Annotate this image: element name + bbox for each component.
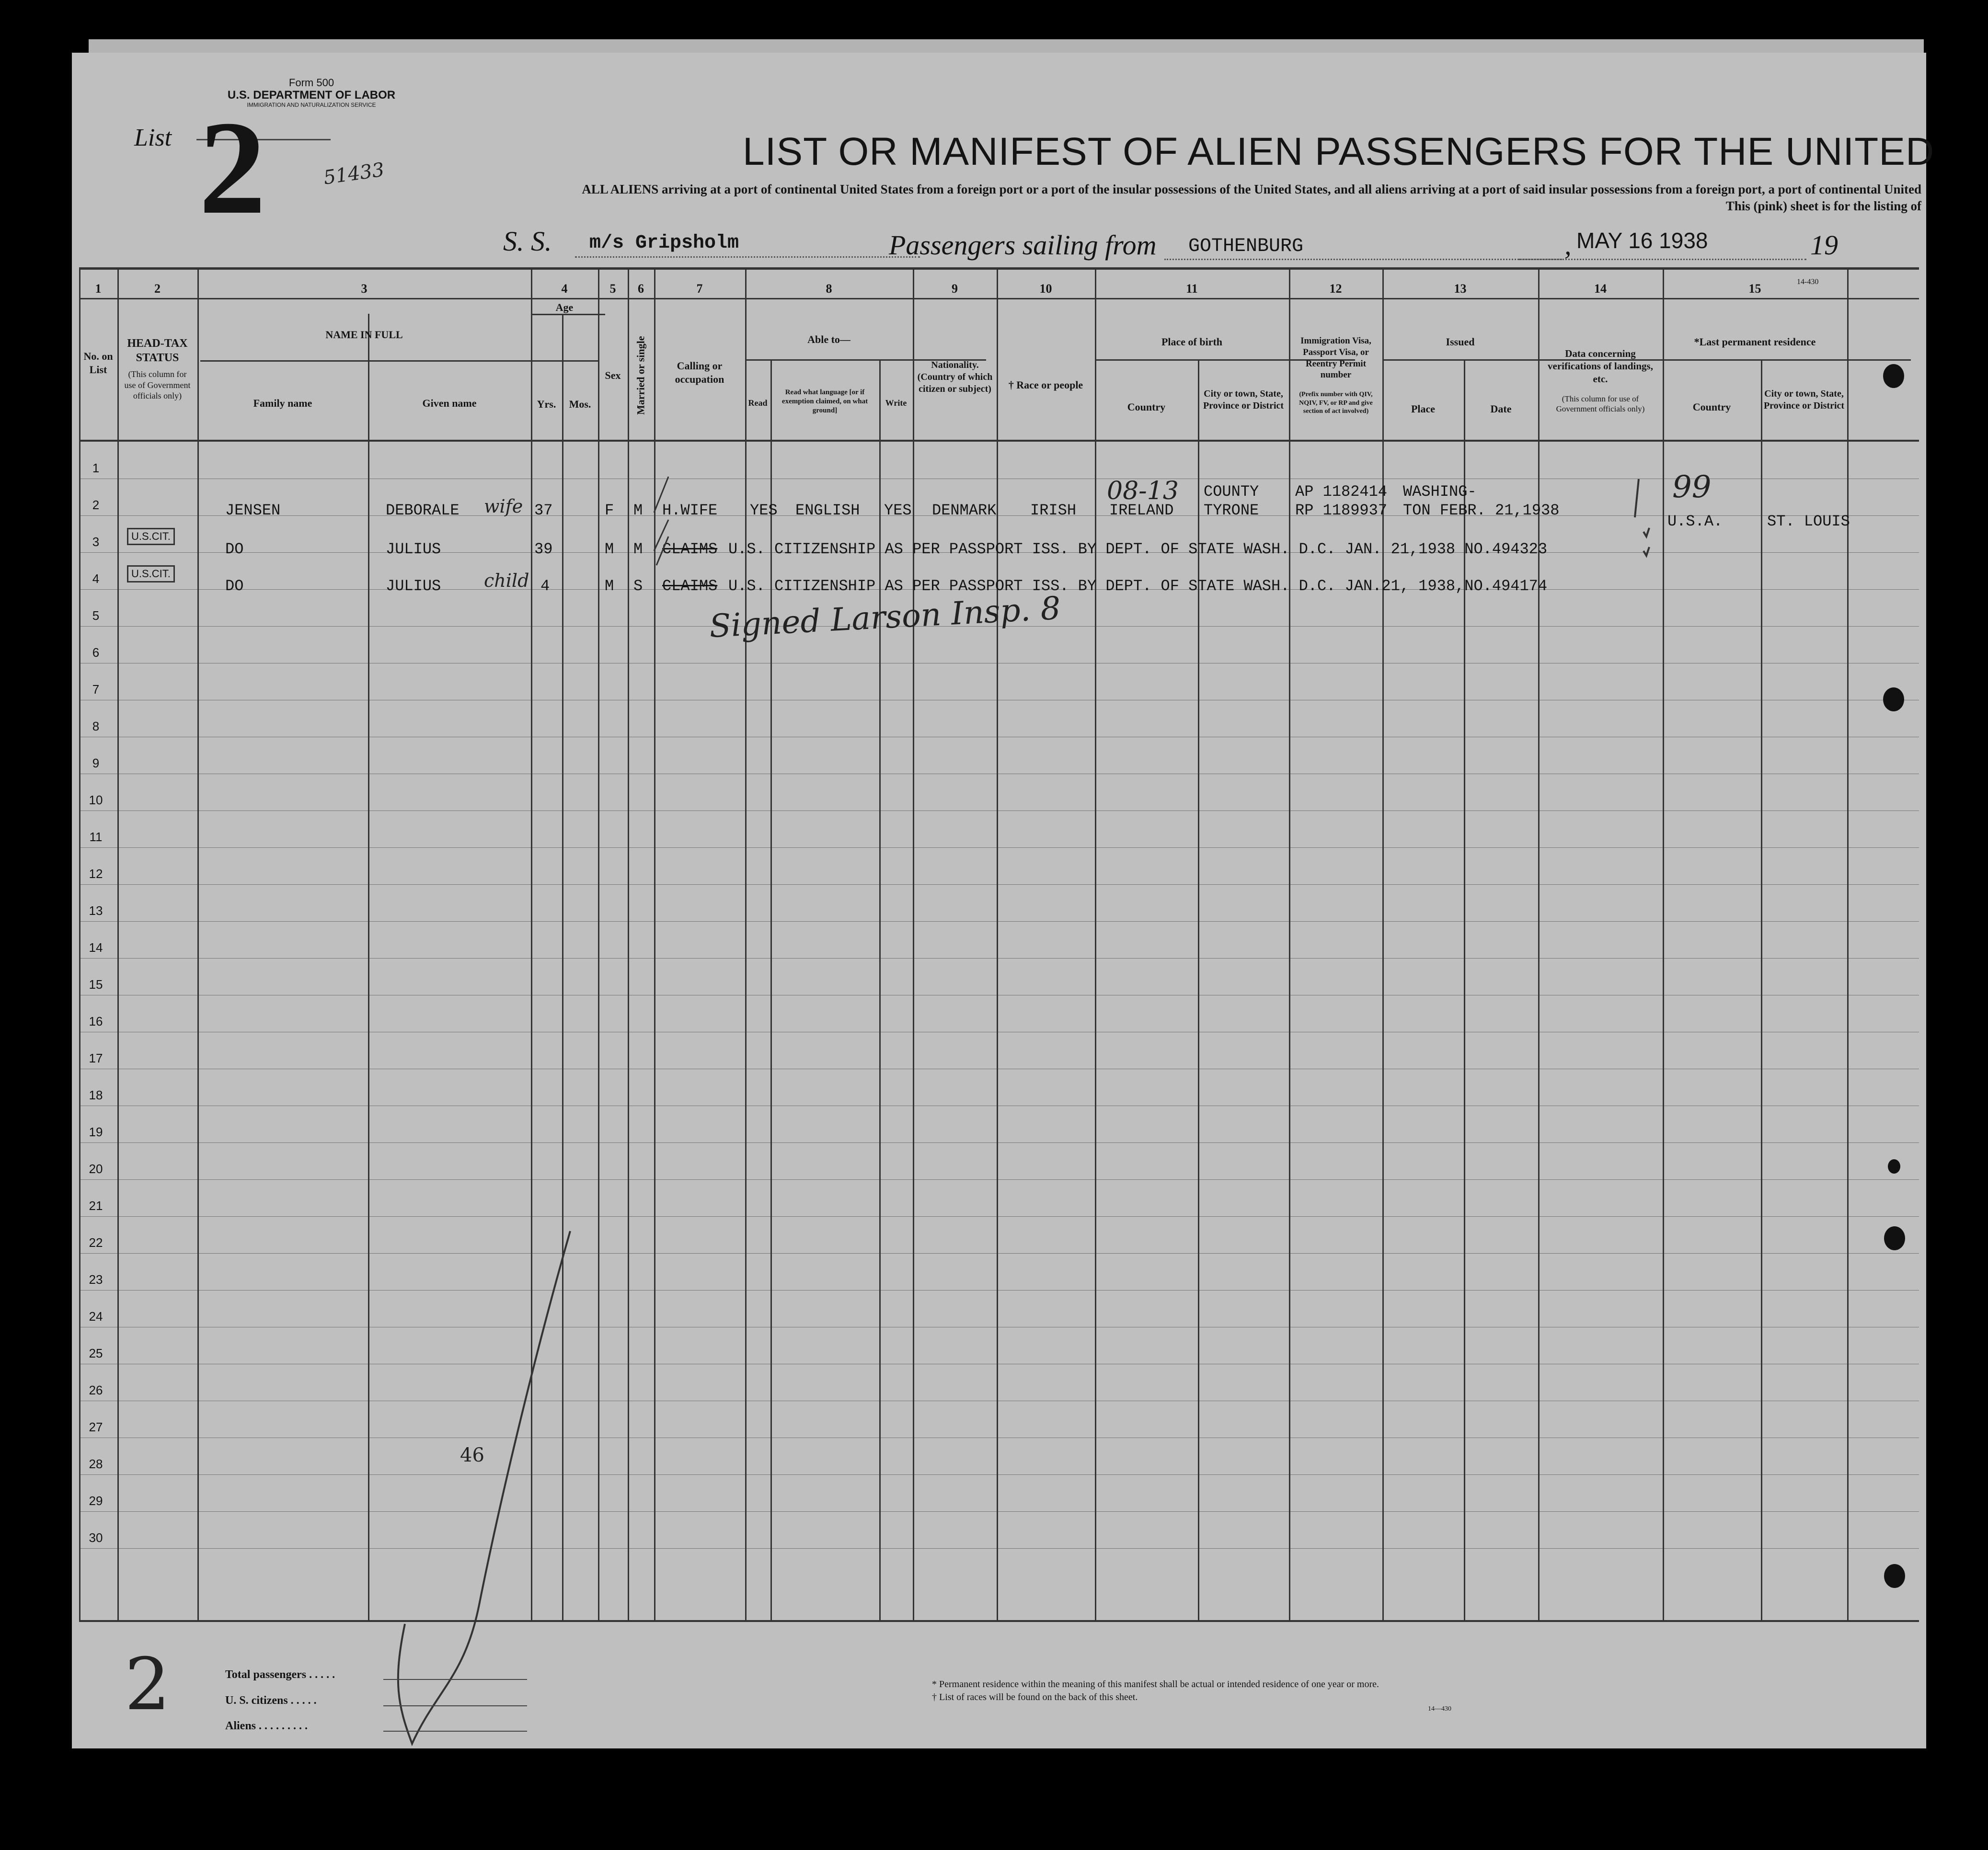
- row-number: 25: [89, 1346, 103, 1360]
- col-line: [598, 267, 599, 1622]
- row-number: 27: [89, 1420, 103, 1434]
- verification-marks: [1624, 474, 1663, 560]
- col-number: 3: [361, 282, 368, 296]
- margin-number: 46: [460, 1444, 484, 1466]
- entry1-married: M: [633, 502, 643, 519]
- row-number: 4: [92, 571, 100, 586]
- married-single-header: Married or single: [634, 336, 647, 415]
- binder-hole: [1883, 364, 1904, 388]
- sex-header: Sex: [605, 369, 621, 381]
- inspector-signature: Signed Larson Insp. 8: [708, 589, 1062, 645]
- col-line: [1289, 267, 1290, 1622]
- landings-header: Data concerning verifications of landings, etc.: [1548, 348, 1653, 385]
- birth-country-header: Country: [1127, 401, 1166, 413]
- entry2-given: JULIUS: [386, 540, 441, 558]
- entry1-issued-2: TON FEBR. 21,1938: [1403, 502, 1560, 519]
- sailing-label: Passengers sailing from: [889, 229, 1157, 261]
- entry1-read: YES: [750, 502, 778, 519]
- manifest-sheet: Form 500 U.S. DEPARTMENT OF LABOR IMMIGRATION AND NATURALIZATION SERVICE List 2 51433 LIST OR MANIFEST OF ALIEN PASSENGERS FOR THE UNITED ALL ALIENS arriving at a port of continental United States from a foreign port or a port of the insular possessions of the United States, and all aliens arriving at a port of said insular possessions from a foreign port, a port of continental United This (pink) sheet is for the listing of S. S. m/s Gripsholm Passengers sailing from GOTHENBURG , MAY 16 1938 19 14-430 1 2 3 4 5 6 7 8 9 10 11 12 13 14 15 No. on List HEAD-TAX STATUS (This column for use of Government officials only) NAME IN FULL Family name Given name Age Yrs. Mos. Sex Married or single Calling or occupation Able to— Read Read what language [or if exemption claimed, on what ground] Write Nationality. (Country of which citizen or subject) † Race or people Place of birth Country City or town, State, Province or District Immigration Visa, Passport Visa, or Reentry Permit number (Prefix number with QIV, NQIV, FV, or RP and give section of act involved) Issued Place Date Data concerning verifications of landings, etc. (This column for use of Government officials only) *Last permanent residence Country City or town, State, Province or District 1 2 3 4 5 6 7 8 9 10 11 12 13 14 15 16 17 18 19 20 21 22 23 24 25 26 27 28 29 30 JENSEN DEBORALE wife 37 F M H.WIFE YES ENGLISH YES DENMARK IRISH 08-13 IRELAND COUNTY TYRONE AP 1182414 RP 1189937 WASHING- TON FEBR. 21,1938 99 U.S.A. ST. LOUIS U.S.CIT. DO JULIUS 39 M M CLAIMS U.S. CITIZENSHIP AS PER PASSPORT ISS. BY DEPT. OF STATE WASH. D.C. JAN. 21,1938 NO.494323 U.S.CIT. DO JULIUS child 4 M S CLAIMS U.S. CITIZENSHIP AS PER PASSPORT ISS. BY DEPT. OF STATE WASH. D.C. JAN.21, 1938,NO.494174 Signed Larson Insp. 8 46 2 Total passengers . . . . . U. S. citizens . . . . . Aliens . . . . . . . . . * Permanent residence within the meaning of this manifest shall be actual or intended residence of one year or more. † List of races will be found on the back of this sheet. 14—430: [72, 53, 1926, 1748]
- row-number: 3: [92, 535, 100, 549]
- place-of-birth-header: Place of birth: [1161, 336, 1223, 348]
- row-number: 10: [89, 793, 103, 807]
- entry1-birth-country: IRELAND: [1109, 502, 1174, 519]
- row-number: 28: [89, 1457, 103, 1471]
- entry2-claims: CLAIMS: [662, 540, 718, 558]
- col-number: 9: [952, 282, 958, 296]
- row-number: 16: [89, 1014, 103, 1028]
- row-number: 7: [92, 682, 100, 697]
- ss-label: S. S.: [503, 226, 552, 257]
- entry2-citizen-stamp: U.S.CIT.: [127, 528, 175, 545]
- issued-date-header: Date: [1490, 403, 1512, 415]
- entry3-family: DO: [225, 577, 244, 595]
- entry2-sex: M: [605, 540, 614, 558]
- entry1-write: YES: [884, 502, 912, 519]
- col-number: 2: [154, 282, 161, 296]
- col-line: [628, 267, 629, 1622]
- col-line: [1538, 267, 1540, 1622]
- entry1-res-city: ST. LOUIS: [1767, 513, 1850, 530]
- col-number: 4: [561, 282, 568, 296]
- row-number: 30: [89, 1530, 103, 1545]
- col-line: [1382, 267, 1384, 1622]
- immigration-visa-note: (Prefix number with QIV, NQIV, FV, or RP and give section of act involved): [1299, 391, 1373, 415]
- name-in-full-header: NAME IN FULL: [325, 329, 403, 341]
- intro-text: ALL ALIENS arriving at a port of continental United States from a foreign port or a port of the insular possessions of the United States, and all aliens arriving at a port of said insular possessions from a foreign port, a port of continental United This (pink) sheet is for the listing of: [582, 182, 1921, 214]
- row-number: 24: [89, 1309, 103, 1324]
- row-number: 6: [92, 645, 100, 660]
- col-number: 12: [1329, 282, 1342, 296]
- entry3-citizen-stamp: U.S.CIT.: [127, 565, 175, 582]
- age-header: Age: [555, 301, 574, 313]
- immigration-visa-header: Immigration Visa, Passport Visa, or Reentry Permit number: [1300, 336, 1371, 380]
- entry1-age: 37: [534, 502, 553, 519]
- col-line: [913, 267, 914, 1622]
- col-number: 7: [696, 282, 703, 296]
- ship-name: m/s Gripsholm: [589, 232, 739, 254]
- header-bottom-border: [79, 440, 1919, 442]
- port-line: [1164, 259, 1562, 260]
- row-rule: [79, 1179, 1919, 1180]
- birth-city-header: City or town, State, Province or District: [1203, 388, 1284, 411]
- col-line: [997, 267, 998, 1622]
- mos-header: Mos.: [569, 398, 591, 410]
- sailing-date: MAY 16 1938: [1576, 228, 1708, 253]
- entry2-age: 39: [534, 540, 553, 558]
- col-number: 15: [1748, 282, 1761, 296]
- row-number: 18: [89, 1088, 103, 1102]
- entry2-married: M: [633, 540, 643, 558]
- list-handwriting: 51433: [322, 159, 386, 189]
- entry2-family: DO: [225, 540, 244, 558]
- entry3-given-note: child: [484, 570, 529, 591]
- read-language-header: Read what language [or if exemption claimed, on what ground]: [781, 388, 868, 414]
- race-header: † Race or people: [1008, 379, 1083, 391]
- row-rule: [79, 921, 1919, 922]
- calling-header: Calling or occupation: [675, 360, 724, 385]
- family-name-header: Family name: [253, 397, 312, 409]
- entry1-visa-2: RP 1189937: [1295, 502, 1388, 519]
- department: U.S. DEPARTMENT OF LABOR: [227, 89, 396, 102]
- col-line: [1761, 359, 1762, 1622]
- form-code: 14-430: [1797, 278, 1819, 286]
- entry3-citizenship: U.S. CITIZENSHIP AS PER PASSPORT ISS. BY DEPT. OF STATE WASH. D.C. JAN.21, 1938,NO.494174: [728, 577, 1548, 595]
- row-number: 9: [92, 756, 100, 770]
- able-to-header: Able to—: [807, 333, 850, 345]
- col-line: [745, 267, 747, 1622]
- row-number: 12: [89, 867, 103, 881]
- form-number: Form 500: [288, 77, 334, 89]
- nationality-header: Nationality. (Country of which citizen or subject): [917, 360, 993, 394]
- port-name: GOTHENBURG: [1188, 236, 1304, 257]
- entry1-birth-city-1: COUNTY: [1204, 483, 1259, 501]
- col-number: 13: [1454, 282, 1467, 296]
- entry1-nationality: DENMARK: [932, 502, 997, 519]
- col-line: [654, 267, 655, 1622]
- write-header: Write: [885, 398, 907, 408]
- row-rule: [79, 1216, 1919, 1217]
- row-rule: [79, 958, 1919, 959]
- date-line: [1519, 259, 1806, 260]
- row-number: 20: [89, 1162, 103, 1176]
- col-line: [1847, 267, 1849, 1622]
- total-passengers-label: Total passengers . . . . .: [225, 1668, 335, 1681]
- landings-note: (This column for use of Government officials only): [1556, 394, 1645, 414]
- row-rule: [79, 1142, 1919, 1143]
- entry1-family: JENSEN: [225, 502, 281, 519]
- handwritten-total: 2: [125, 1643, 171, 1726]
- entry1-given-note: wife: [484, 496, 523, 517]
- row-number: 29: [89, 1494, 103, 1508]
- binder-hole: [1888, 1159, 1900, 1174]
- name-subheader-line: [200, 360, 598, 362]
- list-number: 2: [199, 93, 266, 242]
- col-line: [1663, 267, 1664, 1622]
- read-header: Read: [748, 398, 768, 408]
- row-number: 13: [89, 903, 103, 918]
- footnote-races: † List of races will be found on the back of this sheet.: [932, 1692, 1138, 1702]
- list-label: List: [134, 124, 172, 151]
- tick-marks: [644, 474, 673, 570]
- col-number: 10: [1039, 282, 1052, 296]
- aliens-line: [383, 1731, 527, 1732]
- pencil-stroke: [340, 1222, 589, 1763]
- row-number: 15: [89, 977, 103, 992]
- binder-hole: [1884, 1564, 1905, 1588]
- aliens-label: Aliens . . . . . . . . .: [225, 1720, 308, 1732]
- issued-header: Issued: [1446, 336, 1475, 348]
- entry1-res-note: 99: [1672, 469, 1712, 505]
- entry1-visa-1: AP 1182414: [1295, 483, 1388, 501]
- row-rule: [79, 884, 1919, 885]
- table-top-border: [79, 267, 1919, 270]
- binder-hole: [1884, 1226, 1905, 1250]
- col-number: 8: [826, 282, 832, 296]
- entry3-age: 4: [540, 577, 550, 595]
- entry3-sex: M: [605, 577, 614, 595]
- row-number: 14: [89, 940, 103, 955]
- row-number: 8: [92, 719, 100, 733]
- row-number: 2: [92, 498, 100, 512]
- given-name-header: Given name: [422, 397, 477, 409]
- citizens-line: [383, 1705, 527, 1706]
- ship-name-line: [575, 256, 920, 258]
- col-number: 11: [1186, 282, 1198, 296]
- head-tax-header: HEAD-TAX STATUS: [127, 337, 188, 364]
- entry3-married: S: [633, 577, 643, 595]
- footnote-residence: * Permanent residence within the meaning of this manifest shall be actual or intended residence of one year or more.: [932, 1679, 1379, 1690]
- entry1-given: DEBORALE: [386, 502, 460, 519]
- row-number: 17: [89, 1051, 103, 1065]
- row-number: 1: [92, 461, 100, 475]
- service: IMMIGRATION AND NATURALIZATION SERVICE: [247, 101, 376, 108]
- row-number: 26: [89, 1383, 103, 1397]
- entry1-issued-1: WASHING-: [1403, 483, 1477, 501]
- entry1-res-country: U.S.A.: [1667, 513, 1723, 530]
- head-tax-note: (This column for use of Government officials only): [124, 369, 191, 400]
- yrs-header: Yrs.: [537, 398, 556, 410]
- no-on-list-header: No. on List: [83, 350, 113, 376]
- entry1-sex: F: [605, 502, 614, 519]
- residence-subheader-line: [1666, 359, 1911, 361]
- col-number: 1: [95, 282, 102, 296]
- header-divider: [79, 298, 1919, 299]
- footer-code: 14—430: [1428, 1705, 1451, 1713]
- col-line: [197, 267, 199, 1622]
- total-line: [383, 1679, 527, 1680]
- last-residence-header: *Last permanent residence: [1694, 336, 1816, 348]
- issued-place-header: Place: [1411, 403, 1436, 415]
- col-line: [117, 267, 119, 1622]
- col-line: [1095, 267, 1096, 1622]
- entry1-birth-city-2: TYRONE: [1204, 502, 1259, 519]
- entry3-given: JULIUS: [386, 577, 441, 595]
- row-number: 23: [89, 1272, 103, 1287]
- col-number: 14: [1594, 282, 1607, 296]
- manifest-title: LIST OR MANIFEST OF ALIEN PASSENGERS FOR THE UNITED: [743, 130, 1935, 173]
- res-country-header: Country: [1692, 401, 1731, 413]
- entry3-claims: CLAIMS: [662, 577, 718, 595]
- res-city-header: City or town, State, Province or District: [1763, 388, 1845, 411]
- entry1-birth-note: 08-13: [1107, 477, 1179, 505]
- col-number: 5: [609, 282, 616, 296]
- entry2-citizenship: U.S. CITIZENSHIP AS PER PASSPORT ISS. BY DEPT. OF STATE WASH. D.C. JAN. 21,1938 NO.494323: [728, 540, 1548, 558]
- entry1-race: IRISH: [1030, 502, 1077, 519]
- col-number: 6: [638, 282, 644, 296]
- entry1-occupation: H.WIFE: [662, 502, 718, 519]
- row-rule: [79, 847, 1919, 848]
- us-citizens-label: U. S. citizens . . . . .: [225, 1694, 317, 1707]
- row-number: 21: [89, 1199, 103, 1213]
- row-number: 5: [92, 608, 100, 623]
- entry1-language: ENGLISH: [795, 502, 860, 519]
- row-number: 19: [89, 1125, 103, 1139]
- row-number: 22: [89, 1235, 103, 1250]
- binder-hole: [1883, 687, 1904, 711]
- row-number: 11: [89, 830, 103, 844]
- year-suffix: 19: [1810, 229, 1838, 261]
